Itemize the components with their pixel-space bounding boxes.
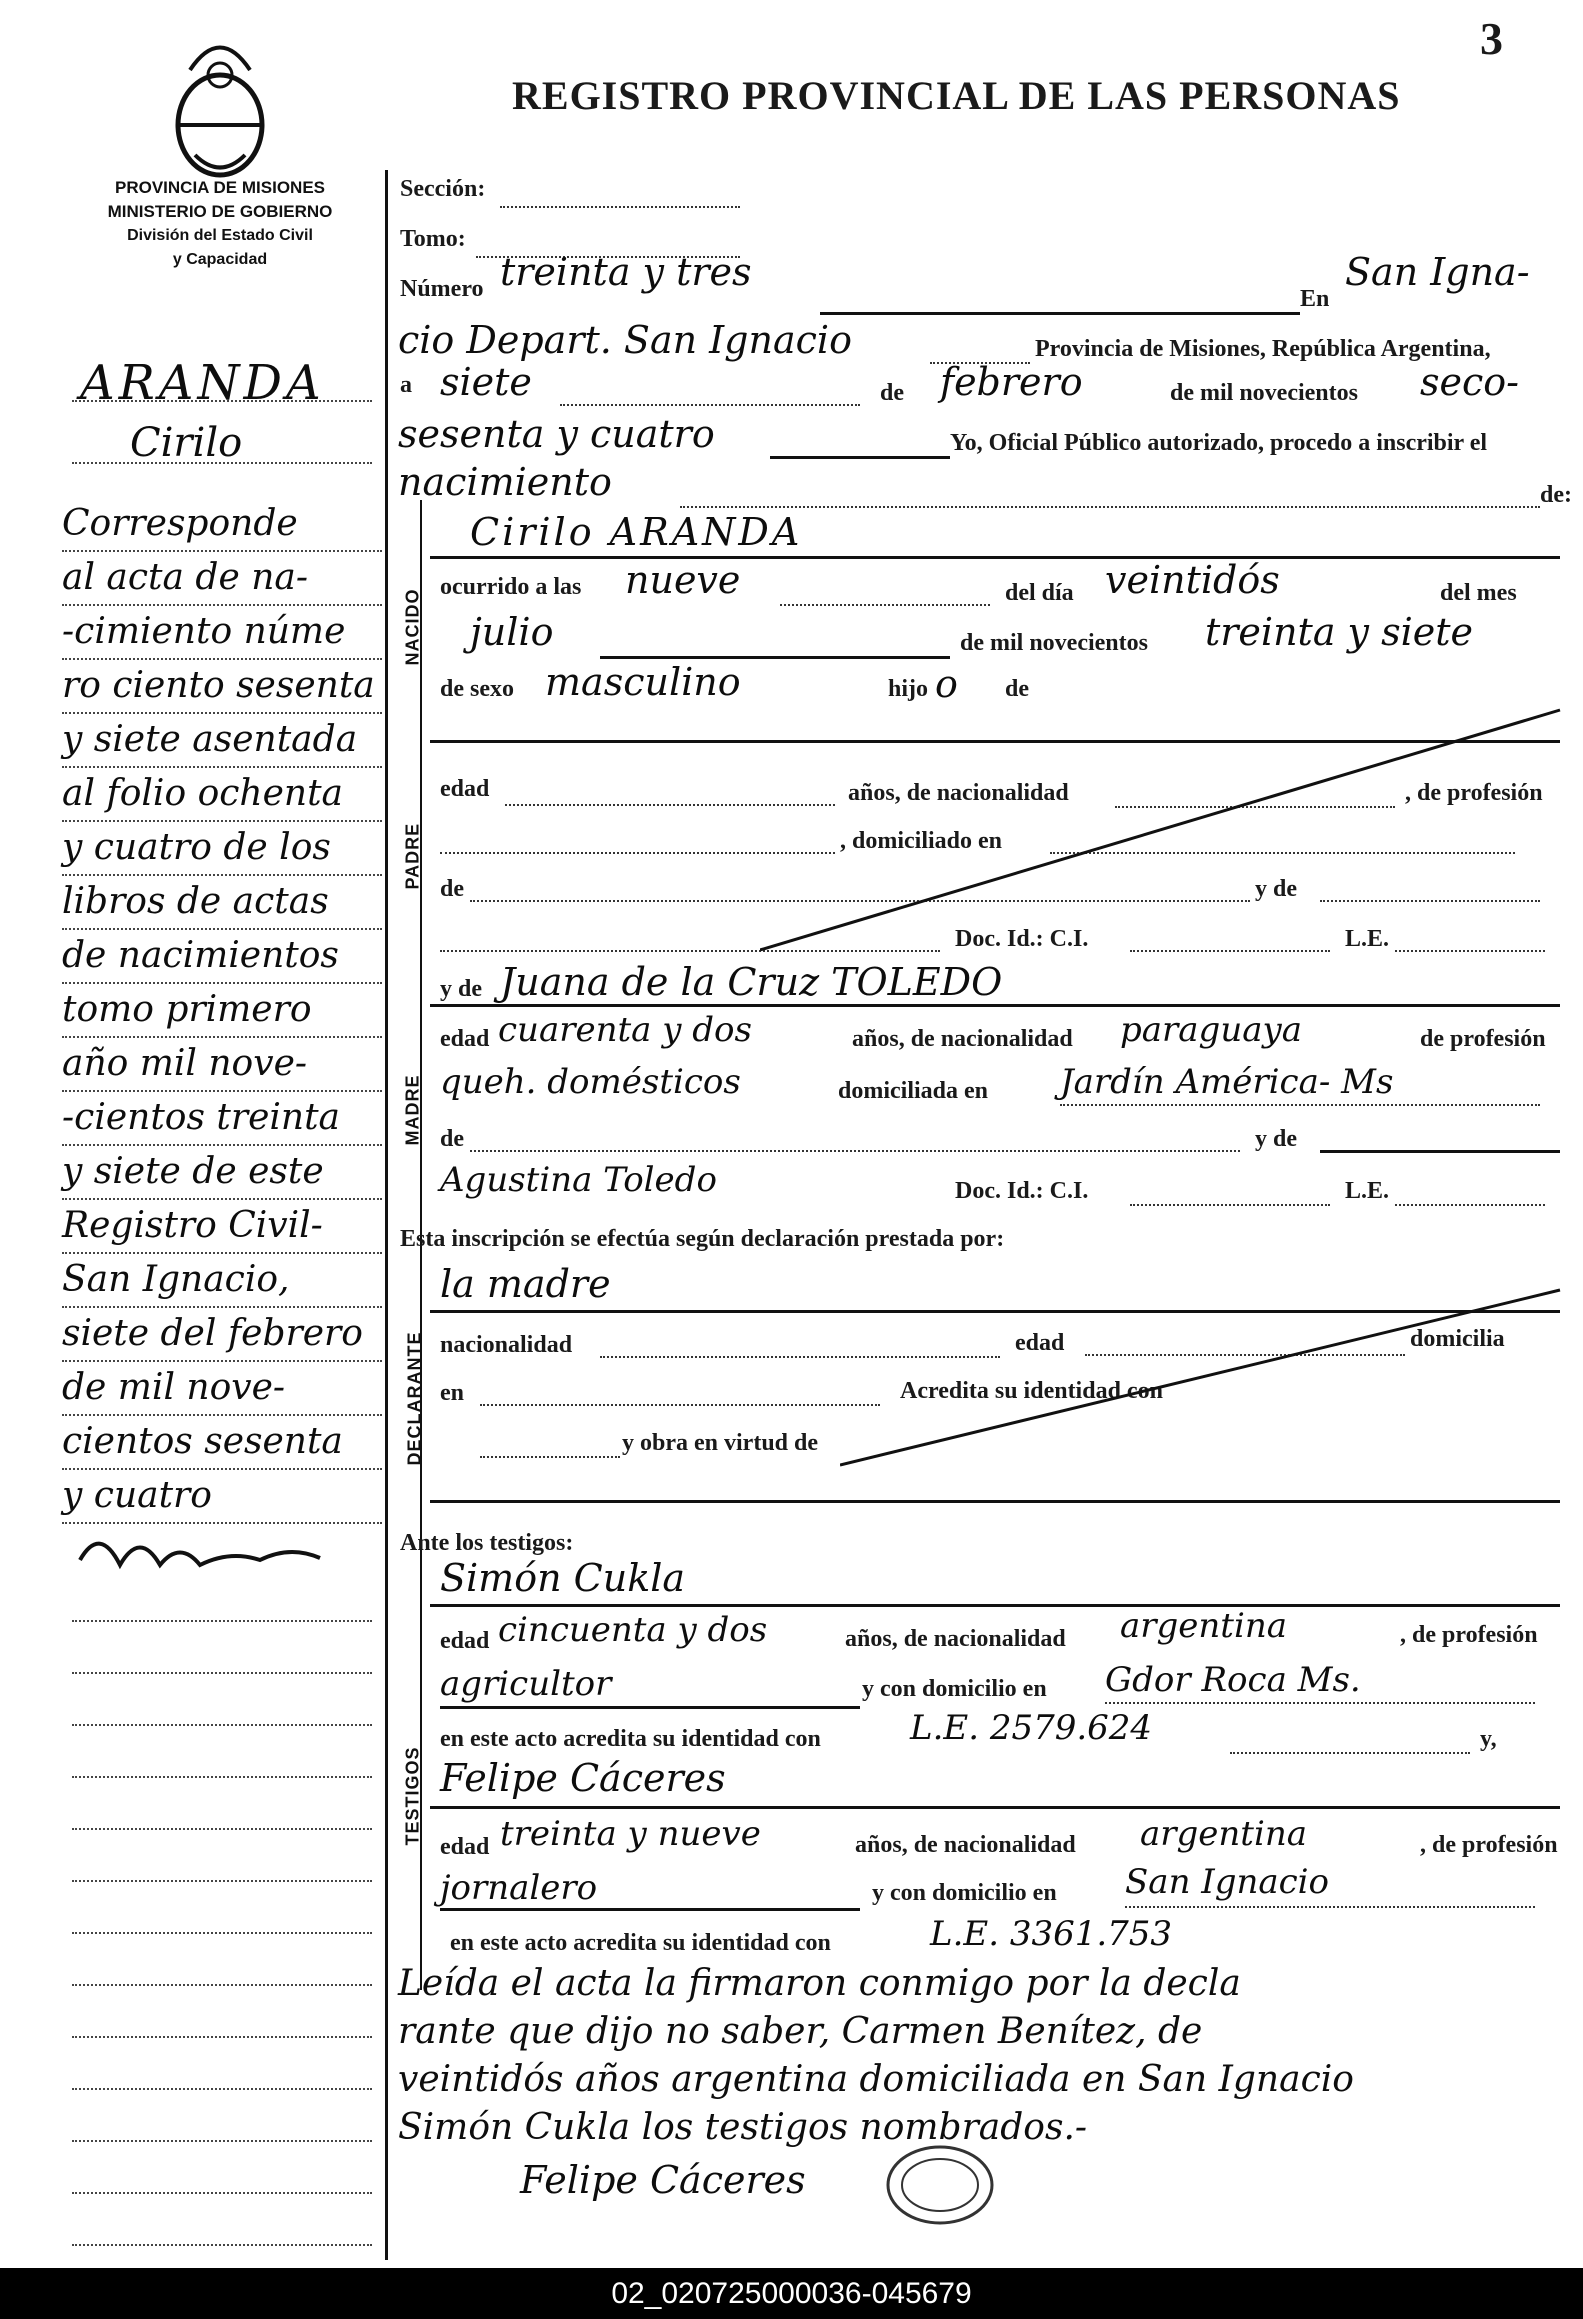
en-value: San Igna- <box>1345 250 1530 294</box>
declarante-strike-line <box>840 1280 1570 1480</box>
margin-surname: ARANDA <box>80 355 325 411</box>
sexo-label: de sexo <box>440 676 514 702</box>
document-title: REGISTRO PROVINCIAL DE LAS PERSONAS <box>512 73 1401 118</box>
testigo-1-profesion-label: , de profesión <box>1400 1622 1538 1648</box>
de-label-1: de <box>880 380 904 406</box>
margin-note-line: cientos sesenta <box>62 1416 382 1470</box>
madre-domiciliada-label: domiciliada en <box>838 1078 989 1104</box>
margin-rule <box>72 1620 372 1622</box>
testigo-1-domicilio-label: y con domicilio en <box>862 1676 1047 1702</box>
padre-profesion-label: , de profesión <box>1405 780 1543 806</box>
office-ministry: MINISTERIO DE GOBIERNO <box>107 202 333 221</box>
margin-note-line: de mil nove- <box>62 1362 382 1416</box>
margin-rule <box>72 1932 372 1934</box>
dia-value: siete <box>440 360 532 404</box>
margin-given-name: Cirilo <box>130 420 243 466</box>
padre-de-label: de <box>440 876 464 902</box>
ocurrido-label: ocurrido a las <box>440 574 582 600</box>
margin-rule <box>72 1672 372 1674</box>
margin-rule <box>72 2140 372 2142</box>
madre-anios-label: años, de nacionalidad <box>852 1026 1073 1052</box>
margin-rule <box>72 1776 372 1778</box>
locality-value: cio Depart. San Ignacio <box>398 318 852 362</box>
padre-le-label: L.E. <box>1345 926 1390 952</box>
footer-id-bar: 02_020725000036-045679 <box>0 2268 1583 2319</box>
declarante-value: la madre <box>440 1262 611 1306</box>
margin-rule <box>72 1880 372 1882</box>
a-label: a <box>400 372 412 398</box>
signature-felipe: Felipe Cáceres <box>520 2158 806 2202</box>
closing-line: veintidós años argentina domiciliada en San Ignacio <box>398 2059 1354 2100</box>
closing-line: Leída el acta la firmaron conmigo por la decla <box>398 1963 1241 2004</box>
margin-note-line: de nacimientos <box>62 930 382 984</box>
office-block <box>80 176 360 272</box>
margin-signature <box>70 1520 330 1595</box>
testigo-1-anios-label: años, de nacionalidad <box>845 1626 1066 1652</box>
testigo-1-nacionalidad: argentina <box>1120 1606 1288 1646</box>
padre-edad-label: edad <box>440 776 490 802</box>
madre-domicilio-value: Jardín América- Ms <box>1060 1062 1394 1102</box>
margin-note-line: y siete asentada <box>62 714 382 768</box>
margin-note-line: Corresponde <box>62 498 382 552</box>
madre-le-label: L.E. <box>1345 1178 1390 1204</box>
office-capacity: y Capacidad <box>172 251 268 268</box>
madre-edad-value: cuarenta y dos <box>498 1010 752 1050</box>
margin-rule <box>72 2088 372 2090</box>
padre-section-label: PADRE <box>402 822 423 890</box>
page-number: 3 <box>1480 13 1503 64</box>
testigo-y-label: y, <box>1480 1726 1497 1752</box>
declarante-nacionalidad-label: nacionalidad <box>440 1332 573 1358</box>
margin-note-line: y cuatro <box>62 1470 382 1524</box>
mes-value: febrero <box>940 360 1083 404</box>
nacido-mes-value: julio <box>470 610 554 654</box>
margin-rule <box>72 2192 372 2194</box>
madre-doc-label: Doc. Id.: C.I. <box>955 1178 1089 1204</box>
madre-nacionalidad-value: paraguaya <box>1120 1010 1302 1050</box>
sexo-value: masculino <box>545 660 741 704</box>
testigo-2-domicilio-label: y con domicilio en <box>872 1880 1057 1906</box>
yo-text: Yo, Oficial Público autorizado, procedo a inscribir el <box>950 430 1488 456</box>
de-mil-label: de mil novecientos <box>960 630 1148 656</box>
testigo-1-domicilio: Gdor Roca Ms. <box>1105 1660 1361 1700</box>
nacido-section-label: NACIDO <box>402 588 423 666</box>
seccion-label: Sección: <box>400 176 486 202</box>
margin-rule <box>72 2036 372 2038</box>
madre-profesion-label: de profesión <box>1420 1026 1546 1052</box>
padre-domiciliado-label: , domiciliado en <box>840 828 1003 854</box>
testigo-2-nacionalidad: argentina <box>1140 1814 1308 1854</box>
margin-rule <box>72 1828 372 1830</box>
padre-doc-label: Doc. Id.: C.I. <box>955 926 1089 952</box>
madre-y-de-label-2: y de <box>1255 1126 1297 1152</box>
anio-value-1: seco- <box>1420 360 1519 404</box>
testigo-2-acredita-label: en este acto acredita su identidad con <box>450 1930 831 1956</box>
declarante-domicilio-label: domicilia <box>1410 1326 1505 1352</box>
closing-line: rante que dijo no saber, Carmen Benítez, de <box>398 2011 1203 2052</box>
madre-name: Juana de la Cruz TOLEDO <box>500 960 1003 1004</box>
margin-note-line: y siete de este <box>62 1146 382 1200</box>
margin-note-line: San Ignacio, <box>62 1254 382 1308</box>
declarante-intro: Esta inscripción se efectúa según declaración prestada por: <box>400 1226 1005 1252</box>
de-colon-label: de: <box>1540 482 1572 508</box>
margin-note-line: siete del febrero <box>62 1308 382 1362</box>
declarante-section-label: DECLARANTE <box>404 1331 425 1466</box>
testigo-1-edad-label: edad <box>440 1628 490 1654</box>
margin-note-line: año mil nove- <box>62 1038 382 1092</box>
padre-anios-label: años, de nacionalidad <box>848 780 1069 806</box>
testigo-1-name: Simón Cukla <box>440 1556 686 1600</box>
margin-note-line: al folio ochenta <box>62 768 382 822</box>
numero-label: Número <box>400 276 484 302</box>
en-label: En <box>1300 286 1330 312</box>
hijo-label: hijo <box>888 676 929 702</box>
closing-text <box>398 1960 1568 2152</box>
testigo-1-acredita-label: en este acto acredita su identidad con <box>440 1726 821 1752</box>
acto-value: nacimiento <box>398 460 612 504</box>
testigo-2-domicilio: San Ignacio <box>1125 1862 1330 1902</box>
tomo-label: Tomo: <box>400 226 466 252</box>
padre-y-de-label: y de <box>1255 876 1297 902</box>
testigo-1-profesion: agricultor <box>440 1664 612 1704</box>
testigo-2-name: Felipe Cáceres <box>440 1756 726 1800</box>
testigo-2-profesion: jornalero <box>440 1868 598 1908</box>
margin-separator <box>385 170 388 2260</box>
margin-note-line: libros de actas <box>62 876 382 930</box>
official-stamp <box>880 2140 1000 2235</box>
declarante-en-label: en <box>440 1380 464 1406</box>
madre-padres-value: Agustina Toledo <box>440 1160 717 1200</box>
closing-line: Simón Cukla los testigos nombrados.- <box>398 2107 1088 2148</box>
testigos-section-label: TESTIGOS <box>402 1746 423 1846</box>
anio-value-2: sesenta y cuatro <box>398 412 715 456</box>
testigo-2-profesion-label: , de profesión <box>1420 1832 1558 1858</box>
margin-note-line: ro ciento sesenta <box>62 660 382 714</box>
coat-of-arms-seal <box>160 30 280 180</box>
hijo-value: o <box>935 662 958 706</box>
testigo-1-doc: L.E. 2579.624 <box>910 1708 1153 1748</box>
margin-note-line: y cuatro de los <box>62 822 382 876</box>
testigo-2-doc: L.E. 3361.753 <box>930 1914 1173 1954</box>
del-dia-label: del día <box>1005 580 1074 606</box>
del-mes-label: del mes <box>1440 580 1517 606</box>
margin-rule <box>72 1724 372 1726</box>
nacido-name: Cirilo ARANDA <box>470 510 803 554</box>
numero-value: treinta y tres <box>500 250 752 294</box>
margin-note-line: -cimiento núme <box>62 606 382 660</box>
margin-note-line: al acta de na- <box>62 552 382 606</box>
testigo-2-edad: treinta y nueve <box>500 1814 761 1854</box>
testigo-2-edad-label: edad <box>440 1834 490 1860</box>
madre-edad-label: edad <box>440 1026 490 1052</box>
madre-y-de-label: y de <box>440 976 482 1002</box>
margin-note <box>62 498 382 1524</box>
nacido-anio-value: treinta y siete <box>1205 610 1474 654</box>
padre-strike-line <box>760 700 1580 960</box>
mil-label: de mil novecientos <box>1170 380 1358 406</box>
declarante-edad-label: edad <box>1015 1330 1065 1356</box>
madre-section-label: MADRE <box>402 1074 423 1146</box>
madre-profesion-value: queh. domésticos <box>440 1062 741 1102</box>
nacido-dia-value: veintidós <box>1105 558 1280 602</box>
margin-note-line: Registro Civil- <box>62 1200 382 1254</box>
declarante-obra-label: y obra en virtud de <box>622 1430 819 1456</box>
margin-rule <box>72 1984 372 1986</box>
madre-de-label: de <box>440 1126 464 1152</box>
margin-note-line: tomo primero <box>62 984 382 1038</box>
margin-rule <box>72 2244 372 2246</box>
testigo-2-anios-label: años, de nacionalidad <box>855 1832 1076 1858</box>
office-province: PROVINCIA DE MISIONES <box>114 178 325 197</box>
office-division: División del Estado Civil <box>127 227 313 244</box>
testigo-1-edad: cincuenta y dos <box>498 1610 768 1650</box>
testigos-intro: Ante los testigos: <box>400 1530 574 1556</box>
declarante-acredita-label: Acredita su identidad con <box>900 1378 1163 1404</box>
hora-value: nueve <box>625 558 741 602</box>
nacido-de-label: de <box>1005 676 1029 702</box>
provincia-text: Provincia de Misiones, República Argentina, <box>1035 336 1491 362</box>
margin-note-line: -cientos treinta <box>62 1092 382 1146</box>
